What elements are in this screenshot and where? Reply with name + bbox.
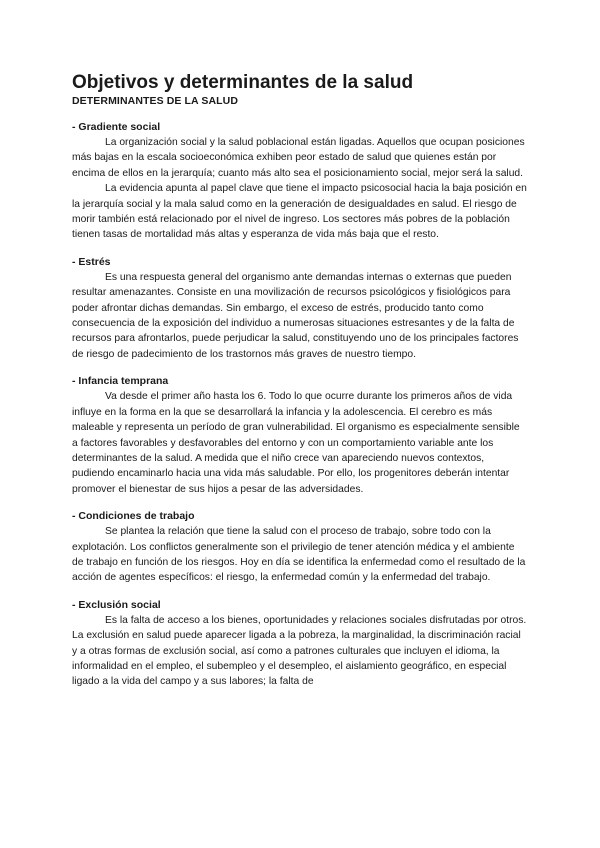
section-gradiente-social — [72, 120, 528, 243]
document-page — [72, 72, 528, 702]
section-exclusion-social — [72, 598, 528, 690]
section-heading: - Exclusión social — [72, 598, 161, 611]
section-paragraph: Es una respuesta general del organismo ante demandas internas o externas que pueden resultar amenazantes. Consiste en una movilización de recursos psicológicos y fisiológicos para poder afrontar dichas demandas. Sin embargo, el exceso de estrés, producido tanto como consecuencia de la exposición del individuo a numerosas situaciones estresantes y de la falta de recursos para afrontarlos, puede perjudicar la salud, constituyendo uno de los principales factores de riesgo de padecimiento de los trastornos más graves de nuestro tiempo. — [72, 271, 519, 360]
section-heading: - Gradiente social — [72, 121, 161, 133]
section-heading: - Infancia temprana — [72, 375, 169, 388]
section-condiciones-de-trabajo — [72, 509, 528, 586]
section-paragraph: La evidencia apunta al papel clave que tiene el impacto psicosocial hacia la baja posición en la jerarquía social y la mala salud como en la generación de desigualdades en salud. El riesgo de morir también está relacionado por el nivel de ingreso. Los sectores más pobres de la población tienen tasas de mortalidad más altas y esperanza de vida más baja que el resto. — [72, 183, 527, 241]
section-paragraph: Va desde el primer año hasta los 6. Todo lo que ocurre durante los primeros años de vida influye en la forma en la que se desarrollará la infancia y la adolescencia. El cerebro es más maleable y representa un período de gran vulnerabilidad. El organismo es especialmente sensible a factores favorables y desfavorables del entorno y con un comportamiento variable ante los determinantes de la salud. A medida que el niño crece van apareciendo nuevos contextos, pudiendo encaminarlo hacia una vida más saludable. Por ello, los progenitores deberán intentar promover el bienestar de sus hijos a pesar de las adversidades. — [72, 391, 520, 495]
section-paragraph: Se plantea la relación que tiene la salud con el proceso de trabajo, sobre todo con la explotación. Los conflictos generalmente son el privilegio de tener atención médica y el ambiente de trabajo en función de los riesgos. Hoy en día se identifica la enfermedad como el resultado de la acción de agentes específicos: el riesgo, la enfermedad común y la enfermedad del trabajo. — [72, 526, 526, 584]
section-heading: - Condiciones de trabajo — [72, 510, 195, 523]
section-heading: - Estrés — [72, 255, 111, 268]
document-title: Objetivos y determinantes de la salud — [72, 72, 414, 93]
section-paragraph: La organización social y la salud poblacional están ligadas. Aquellos que ocupan posiciones más bajas en la escala socioeconómica exhiben peor estado de salud que quienes están por encima de ellos en la jerarquía; cuanto más alto sea el posicionamiento social, mejor será la salud. — [72, 137, 525, 179]
section-infancia-temprana — [72, 374, 528, 497]
section-estres — [72, 255, 528, 362]
section-paragraph: Es la falta de acceso a los bienes, oportunidades y relaciones sociales disfrutadas por otros. La exclusión en salud puede aparecer ligada a la pobreza, la marginalidad, la discriminación racial y a otras formas de exclusión social, así como a patrones culturales que incluyen el idioma, la informalidad en el empleo, el subempleo y el desempleo, el aislamiento geográfico, en especial ligado a la vida del campo y a sus labores; la falta de — [72, 614, 527, 688]
document-subtitle: DETERMINANTES DE LA SALUD — [72, 95, 239, 107]
